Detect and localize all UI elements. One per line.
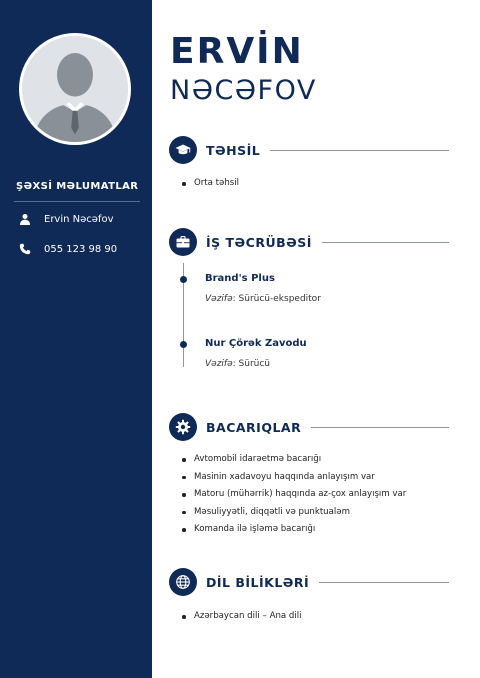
- job-role-row: Vəzifə: Sürücü: [205, 359, 271, 369]
- languages-title: DİL BİLİKLƏRİ: [206, 574, 310, 590]
- phone-icon: [18, 242, 32, 256]
- role-label: Vəzifə: [205, 359, 233, 369]
- languages-list: [182, 608, 302, 626]
- profile-silhouette-icon: [22, 36, 128, 142]
- last-name: NƏCƏFOV: [170, 75, 317, 106]
- education-rule: [270, 150, 449, 151]
- graduation-cap-icon: [169, 136, 197, 164]
- skills-header: [169, 413, 449, 441]
- skills-rule: [311, 427, 449, 428]
- personal-info-title: ŞƏXSİ MƏLUMATLAR: [16, 181, 139, 192]
- list-item: Matoru (mühərrik) haqqında az-çox anlayışım var: [182, 486, 406, 504]
- list-item: Masinin xadavoyu haqqında anlayışım var: [182, 469, 406, 487]
- experience-title: İŞ TƏCRÜBƏSİ: [206, 234, 312, 250]
- experience-header: [169, 228, 449, 256]
- languages-header: [169, 568, 449, 596]
- languages-rule: [319, 582, 449, 583]
- first-name: ERVİN: [170, 31, 304, 72]
- contact-name: Ervin Nəcəfov: [44, 213, 114, 225]
- sidebar: [0, 0, 152, 678]
- contact-name-row: [18, 211, 113, 227]
- list-item: Azərbaycan dili – Ana dili: [182, 608, 302, 626]
- avatar: [19, 33, 131, 145]
- timeline-dot: [180, 276, 187, 283]
- list-item: Avtomobil idarəetmə bacarığı: [182, 451, 406, 469]
- job-company: Brand's Plus: [205, 273, 275, 284]
- education-list: [182, 175, 239, 193]
- contact-phone-row: [18, 241, 117, 257]
- job-role: Sürücü: [238, 359, 271, 369]
- main-content: [152, 0, 480, 678]
- contact-phone: 055 123 98 90: [44, 243, 118, 255]
- job-role: Sürücü-ekspeditor: [238, 294, 321, 304]
- globe-icon: [169, 568, 197, 596]
- job-role-row: Vəzifə: Sürücü-ekspeditor: [205, 294, 321, 304]
- experience-rule: [322, 242, 449, 243]
- education-header: [169, 136, 449, 164]
- skills-title: BACARIQLAR: [206, 419, 302, 435]
- education-title: TƏHSİL: [206, 142, 261, 158]
- list-item: Orta təhsil: [182, 175, 239, 193]
- skills-list: [182, 451, 406, 539]
- list-item: Komanda ilə işləmə bacarığı: [182, 521, 406, 539]
- sidebar-divider: [14, 201, 140, 202]
- person-icon: [18, 212, 32, 226]
- briefcase-icon: [169, 228, 197, 256]
- job-company: Nur Çörək Zavodu: [205, 338, 307, 349]
- timeline-dot: [180, 341, 187, 348]
- gear-icon: [169, 413, 197, 441]
- list-item: Məsuliyyətli, diqqətli və punktualəm: [182, 504, 406, 522]
- role-label: Vəzifə: [205, 294, 233, 304]
